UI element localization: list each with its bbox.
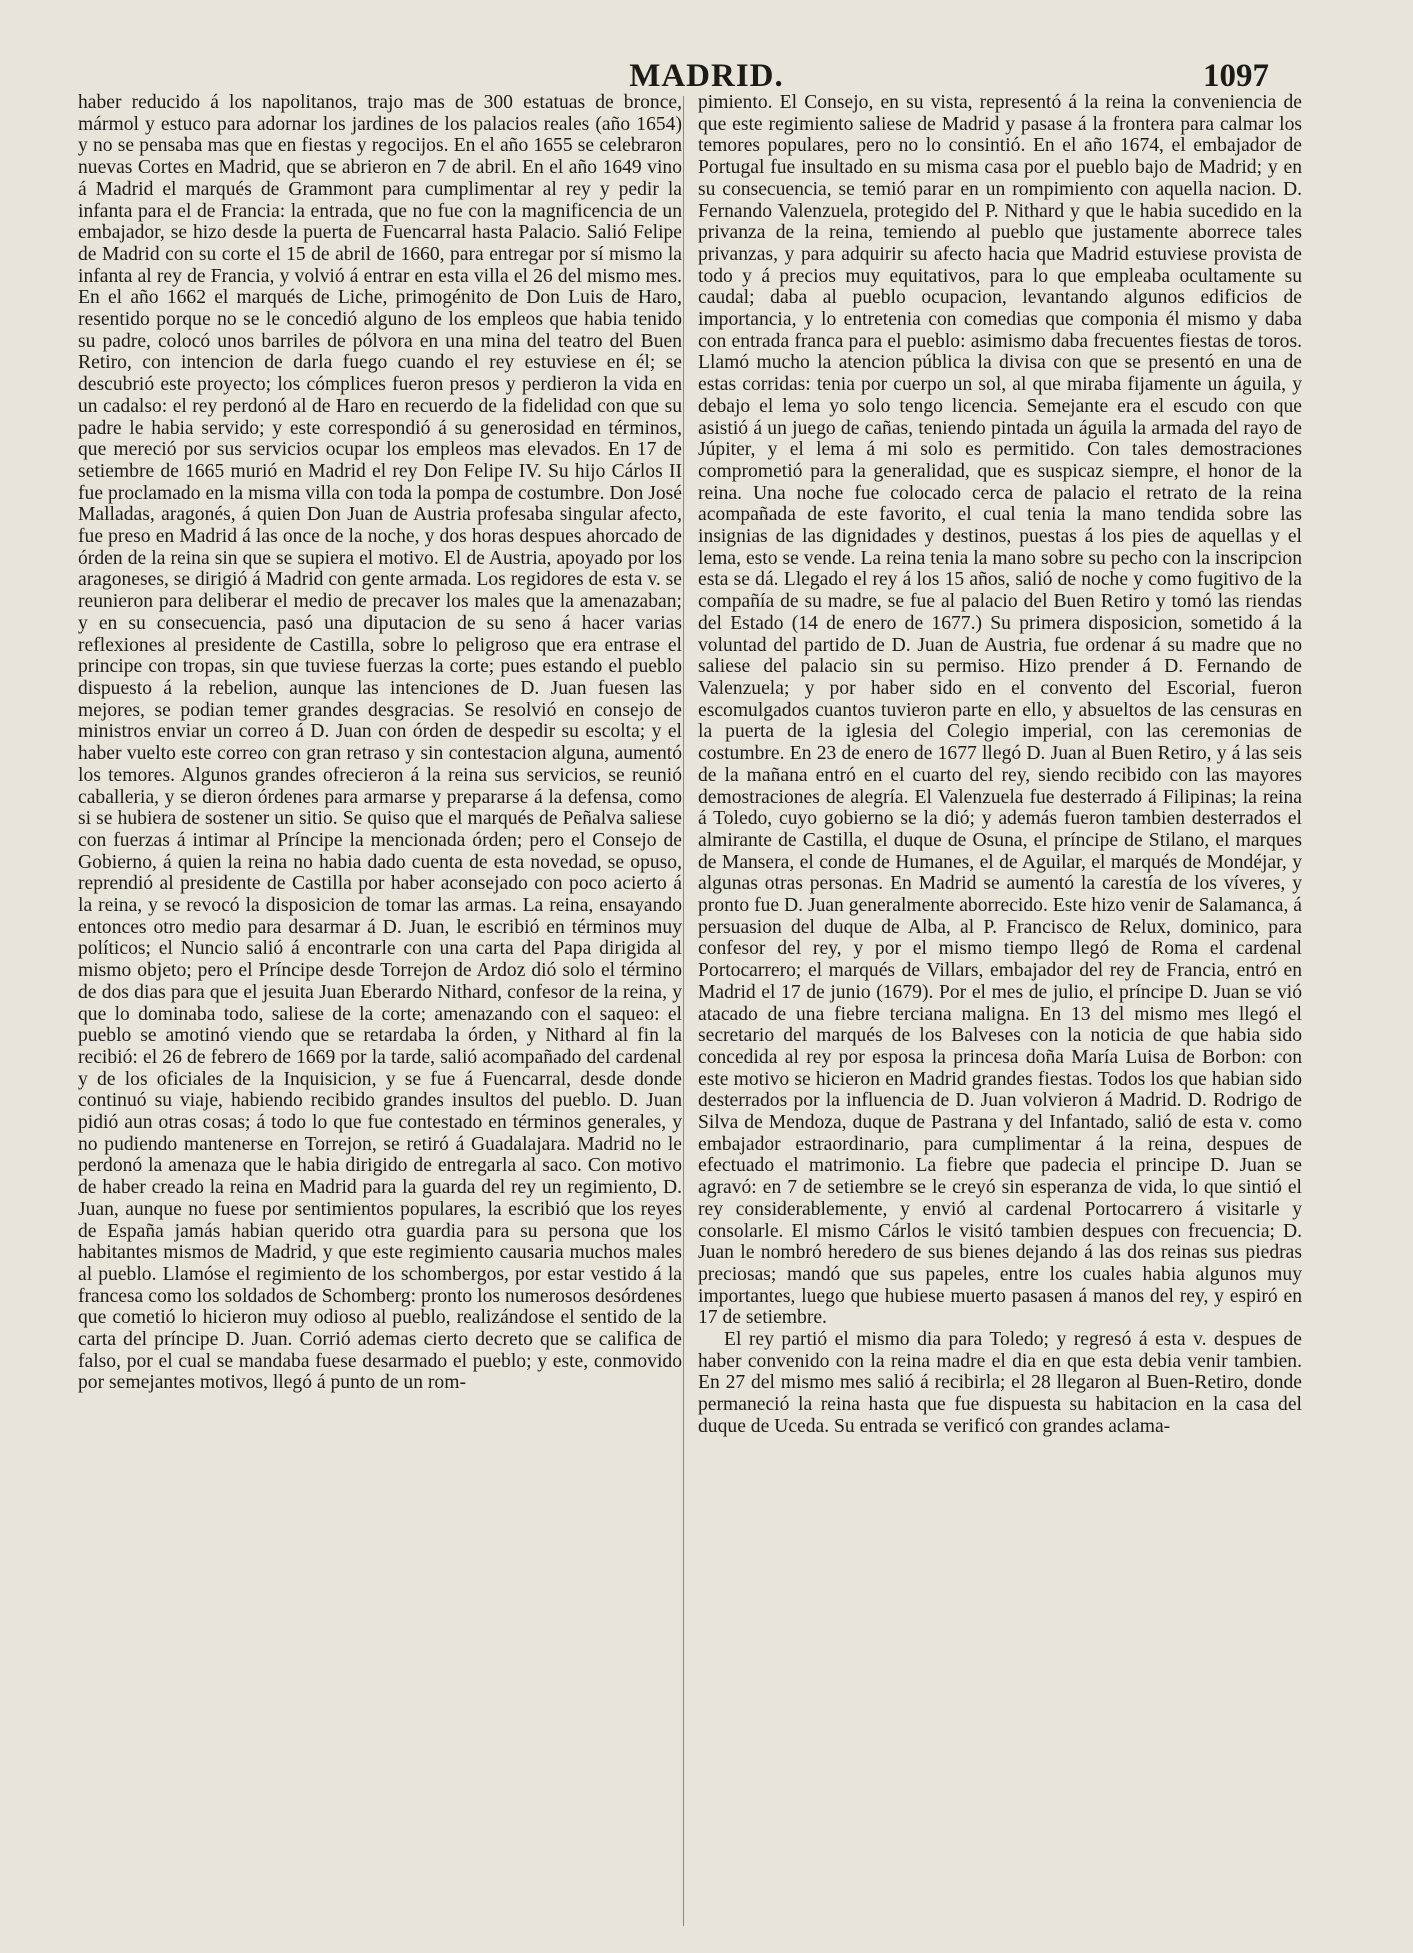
page-header-title: MADRID.: [629, 58, 784, 94]
right-paragraph-2: El rey partió el mismo dia para Toledo; y regresó á esta v. despues de haber convenido con la reina madre el dia en que esta debia venir tambien. En 27 del mismo mes salió á recibirla; el 28 llegaron al Buen-Retiro, donde permaneció la reina hasta que fue dispuesta su habitacion en la casa del duque de Uceda. Su entrada se verificó con grandes aclama-: [698, 1329, 1302, 1437]
left-column: [78, 92, 682, 1394]
right-column: [698, 92, 1302, 1438]
page-number: 1097: [1203, 58, 1269, 94]
column-divider: [683, 96, 684, 1926]
right-paragraph-1: pimiento. El Consejo, en su vista, representó á la reina la conveniencia de que este regimiento saliese de Madrid y pasase á la frontera para calmar los temores populares, pero no lo consintió. En el año 1674, el embajador de Portugal fue insultado en su misma casa por el pueblo bajo de Madrid; y en su consecuencia, se temió parar en un rompimiento con aquella nacion. D. Fernando Valenzuela, protegido del P. Nithard y que le habia sucedido en la privanza de la reina, temiendo al pueblo que justamente aborrece tales privanzas, y para adquirir su afecto hacia que Madrid estuviese provista de todo y á precios muy equitativos, para lo que empleaba ocultamente su caudal; daba al pueblo ocupacion, levantando algunos edificios de importancia, y lo entretenia con comedias que componia él mismo y daba con entrada franca para el pueblo: asimismo daba frecuentes fiestas de toros. Llamó mucho la atencion pública la divisa con que se presentó en una de estas corridas: tenia por cuerpo un sol, al que miraba fijamente un águila, y debajo el lema yo solo tengo licencia. Semejante era el escudo con que asistió á un juego de cañas, teniendo pintada un águila la armada del rayo de Júpiter, y el lema á mi solo es permitido. Con tales demostraciones comprometió para la generalidad, que es suspicaz siempre, el honor de la reina. Una noche fue colocado cerca de palacio el retrato de la reina acompañada de este favorito, el cual tenia la mano tendida sobre las insignias de las dignidades y destinos, puestas á los pies de aquellas y el lema, esto se vende. La reina tenia la mano sobre su pecho con la inscripcion esta se dá. Llegado el rey á los 15 años, salió de noche y como fugitivo de la compañía de su madre, se fue al palacio del Buen Retiro y tomó las riendas del Estado (14 de enero de 1677.) Su primera disposicion, sometido á la voluntad del partido de D. Juan de Austria, fue ordenar á su madre que no saliese del palacio sin su permiso. Hizo prender á D. Fernando de Valenzuela; y por haber sido en el convento del Escorial, fueron escomulgados cuantos tuvieron parte en ello, y absueltos de las censuras en la puerta de la iglesia del Colegio imperial, con las ceremonias de costumbre. En 23 de enero de 1677 llegó D. Juan al Buen Retiro, y á las seis de la mañana entró en el cuarto del rey, siendo recibido con las mayores demostraciones de alegría. El Valenzuela fue desterrado á Filipinas; la reina á Toledo, cuyo gobierno se la dió; y además fueron tambien desterrados el almirante de Castilla, el duque de Osuna, el príncipe de Stilano, el marques de Mansera, el conde de Humanes, el de Aguilar, el marqués de Mondéjar, y algunas otras personas. En Madrid se aumentó la carestía de los víveres, y pronto fue D. Juan generalmente aborrecido. Este hizo venir de Salamanca, á persuasion del duque de Alba, al P. Francisco de Relux, dominico, para confesor del rey, y por el mismo tiempo llegó de Roma el cardenal Portocarrero; el marqués de Villars, embajador del rey de Francia, entró en Madrid el 17 de junio (1679). Por el mes de julio, el príncipe D. Juan se vió atacado de una fiebre terciana maligna. En 13 del mismo mes llegó el secretario del marqués de los Balveses con la noticia de que habia sido concedida al rey por esposa la princesa doña María Luisa de Borbon: con este motivo se hicieron en Madrid grandes fiestas. Todos los que habian sido desterrados por la influencia de D. Juan volvieron á Madrid. D. Rodrigo de Silva de Mendoza, duque de Pastrana y del Infantado, salió de esta v. como embajador estraordinario, para cumplimentar á la reina, despues de efectuado el matrimonio. La fiebre que padecia el principe D. Juan se agravó: en 7 de setiembre se le creyó sin esperanza de vida, lo que sintió el rey considerablemente, y envió al cardenal Portocarrero á visitarle y consolarle. El mismo Cárlos le visitó tambien despues con frecuencia; D. Juan le nombró heredero de sus bienes dejando á las dos reinas sus piedras preciosas; mandó que sus papeles, entre los cuales habia algunos muy importantes, luego que hubiese muerto pasasen á manos del rey, y espiró en 17 de setiembre.: [698, 92, 1302, 1329]
left-paragraph-1: haber reducido á los napolitanos, trajo mas de 300 estatuas de bronce, mármol y estuco para adornar los jardines de los palacios reales (año 1654) y no se pensaba mas que en fiestas y regocijos. En el año 1655 se celebraron nuevas Cortes en Madrid, que se abrieron en 7 de abril. En el año 1649 vino á Madrid el marqués de Grammont para cumplimentar al rey y pedir la infanta para el de Francia: la entrada, que no fue con la magnificencia de un embajador, se hizo desde la puerta de Fuencarral hasta Palacio. Salió Felipe de Madrid con su corte el 15 de abril de 1660, para entregar por sí mismo la infanta al rey de Francia, y volvió á entrar en esta villa el 26 del mismo mes. En el año 1662 el marqués de Liche, primogénito de Don Luis de Haro, resentido porque no se le concedió alguno de los empleos que habia tenido su padre, colocó unos barriles de pólvora en una mina del teatro del Buen Retiro, con intencion de darla fuego cuando el rey estuviese en él; se descubrió este proyecto; los cómplices fueron presos y perdieron la vida en un cadalso: el rey perdonó al de Haro en recuerdo de la fidelidad con que su padre le habia servido; y este correspondió á su generosidad en términos, que mereció por sus servicios ocupar los empleos mas elevados. En 17 de setiembre de 1665 murió en Madrid el rey Don Felipe IV. Su hijo Cárlos II fue proclamado en la misma villa con toda la pompa de costumbre. Don José Malladas, aragonés, á quien Don Juan de Austria profesaba singular afecto, fue preso en Madrid á las once de la noche, y dos horas despues ahorcado de órden de la reina sin que se supiera el motivo. El de Austria, apoyado por los aragoneses, se dirigió á Madrid con gente armada. Los regidores de esta v. se reunieron para deliberar el medio de precaver los males que la amenazaban; y en su consecuencia, pasó una diputacion de su seno á hacer varias reflexiones al presidente de Castilla, sobre lo peligroso que era entrase el principe con tropas, sin que tuviese fuerzas la corte; pues estando el pueblo dispuesto á la rebelion, aunque las intenciones de D. Juan fuesen las mejores, se podian temer grandes desgracias. Se resolvió en consejo de ministros enviar un correo á D. Juan con órden de despedir su escolta; y el haber vuelto este correo con gran retraso y sin contestacion alguna, aumentó los temores. Algunos grandes ofrecieron á la reina sus servicios, se reunió caballeria, y se dieron órdenes para armarse y prepararse á la defensa, como si se hubiera de sostener un sitio. Se quiso que el marqués de Peñalva saliese con fuerzas á intimar al Príncipe la mencionada órden; pero el Consejo de Gobierno, á quien la reina no habia dado cuenta de esta novedad, se opuso, reprendió al presidente de Castilla por haber aconsejado con poco acierto á la reina, y se revocó la disposicion de tomar las armas. La reina, ensayando entonces otro medio para desarmar á D. Juan, le escribió en términos muy políticos; el Nuncio salió á encontrarle con una carta del Papa dirigida al mismo objeto; pero el Príncipe desde Torrejon de Ardoz dió solo el término de dos dias para que el jesuita Juan Eberardo Nithard, confesor de la reina, y que lo dominaba todo, saliese de la corte; amenazando con el saqueo: el pueblo se amotinó viendo que se retardaba la órden, y Nithard al fin la recibió: el 26 de febrero de 1669 por la tarde, salió acompañado del cardenal y de los oficiales de la Inquisicion, y se fue á Fuencarral, desde donde continuó su viaje, habiendo recibido grandes insultos del pueblo. D. Juan pidió aun otras cosas; á todo lo que fue contestado en términos generales, y no pudiendo mantenerse en Torrejon, se retiró á Guadalajara. Madrid no le perdonó la amenaza que le habia dirigido de entregarla al saco. Con motivo de haber creado la reina en Madrid para la guarda del rey un regimiento, D. Juan, aunque no fuese por sentimientos populares, la escribió que los reyes de España jamás habian querido otra guardia para su persona que los habitantes mismos de Madrid, y que este regimiento causaria muchos males al pueblo. Llamóse el regimiento de los schombergos, por estar vestido á la francesa como los soldados de Schomberg: pronto los numerosos desórdenes que cometió lo hicieron muy odioso al pueblo, realizándose el sentido de la carta del príncipe D. Juan. Corrió ademas cierto decreto que se califica de falso, por el cual se mandaba fuese desarmado el pueblo; y este, conmovido por semejantes motivos, llegó á punto de un rom-: [78, 92, 682, 1394]
